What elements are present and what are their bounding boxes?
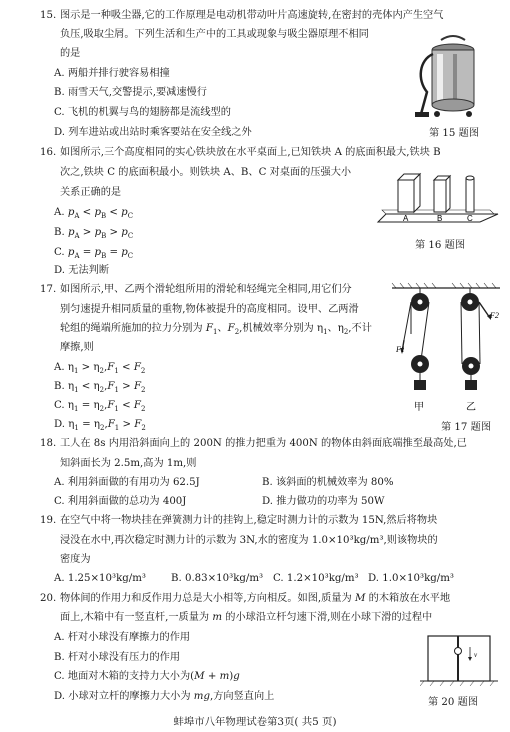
q20-option-d: D. 小球对立杆的摩擦力大小为 mg,方向竖直向上 [54, 691, 275, 702]
q19-option-b: B. 0.83×10³kg/m³ [171, 573, 264, 584]
q17-stem-line-4: 摩擦,则 [60, 342, 94, 353]
q17-option-a: A. $\eta_1 > \eta_2,F_1 < F_2$ [54, 362, 146, 376]
velocity-label: v [474, 651, 478, 659]
q15-stem-line-2: 负压,吸取尘屑。下列生活和生产中的工具或现象与吸尘器原理不相同 [60, 29, 369, 40]
q19-stem-line-1: 在空气中将一物块挂在弹簧测力计的挂钩上,稳定时测力计的示数为 15N,然后将物块 [60, 515, 438, 526]
q20-option-c: C. 地面对木箱的支持力大小为(M + m)g [54, 671, 240, 682]
q17-stem-line-3: 轮组的绳端所施加的拉力分别为 $F_1$、$F_2$,机械效率分别为 $\eta_1$、$\eta_2$,不计 [60, 323, 372, 337]
q15-option-d: D. 列车进站或出站时乘客要站在安全线之外 [54, 127, 252, 138]
q15-option-a: A. 两船并排行驶容易相撞 [54, 68, 170, 79]
q19-option-a: A. 1.25×10³kg/m³ [54, 573, 146, 584]
q18-option-d: D. 推力做功的功率为 50W [262, 496, 385, 507]
q20-stem-line-2: 面上,木箱中有一竖直杆,一质量为 m 的小球沿立杆匀速下滑,则在小球下滑的过程中 [60, 612, 433, 623]
q18-stem-line-2: 知斜面长为 2.5m,高为 1m,则 [60, 458, 197, 469]
q18-option-c: C. 利用斜面做的总功为 400J [54, 496, 187, 507]
group-label-jia: 甲 [414, 402, 424, 413]
q17-option-c: C. $\eta_1 = \eta_2,F_1 < F_2$ [54, 400, 146, 414]
pulley-systems-figure [390, 282, 502, 416]
q20-stem-line-1: 物体间的作用力和反作用力总是大小相等,方向相反。如图,质量为 M 的木箱放在水平地 [60, 593, 451, 604]
q17-stem-line-1: 如图所示,甲、乙两个滑轮组所用的滑轮和轻绳完全相同,用它们分 [60, 284, 352, 295]
q17-stem-line-2: 别匀速提升相同质量的重物,物体被提升的高度相同。设甲、乙两滑 [60, 304, 359, 315]
q16-option-b: B. $p_A > p_B > p_C$ [54, 227, 134, 241]
box-with-rod-figure [420, 633, 500, 691]
q19-stem-line-3: 密度为 [60, 554, 91, 565]
q15-number: 15. [40, 10, 57, 21]
q19-number: 19. [40, 515, 57, 526]
q15-stem-line-1: 图示是一种吸尘器,它的工作原理是电动机带动叶片高速旋转,在密封的壳体内产生空气 [60, 10, 444, 21]
q15-stem-line-3: 的是 [60, 48, 81, 59]
q16-stem-line-2: 次之,铁块 C 的底面积最小。则铁块 A、B、C 对桌面的压强大小 [60, 167, 352, 178]
q16-stem-line-1: 如图所示,三个高度相同的实心铁块放在水平桌面上,已知铁块 A 的底面积最大,铁块 B [60, 147, 441, 158]
force-label-f1: F1 [396, 345, 405, 354]
q18-stem-line-1: 工人在 8s 内用沿斜面向上的 200N 的推力把重为 400N 的物体由斜面底端推至最高处,已 [60, 438, 467, 449]
q19-stem-line-2: 浸没在水中,再次稳定时测力计的示数为 3N,水的密度为 1.0×10³kg/m³,则该物块的 [60, 535, 438, 546]
q18-option-b: B. 该斜面的机械效率为 80% [262, 477, 394, 488]
q17-number: 17. [40, 284, 57, 295]
q16-figure-caption: 第 16 题图 [415, 240, 466, 251]
q18-number: 18. [40, 438, 57, 449]
group-label-yi: 乙 [466, 402, 476, 413]
q15-figure-caption: 第 15 题图 [429, 128, 480, 139]
block-label-a: A [403, 214, 409, 223]
q16-option-a: A. $p_A < p_B < p_C$ [54, 207, 134, 221]
q17-figure-caption: 第 17 题图 [441, 422, 492, 433]
q19-option-c: C. 1.2×10³kg/m³ [273, 573, 359, 584]
q15-option-c: C. 飞机的机翼与鸟的翅膀都是流线型的 [54, 107, 231, 118]
q19-option-d: D. 1.0×10³kg/m³ [368, 573, 454, 584]
page-footer: 蚌埠市八年物理试卷第3页( 共5 页) [173, 716, 337, 728]
q16-option-d: D. 无法判断 [54, 265, 110, 276]
three-iron-blocks-figure [376, 170, 500, 224]
vacuum-cleaner-figure [413, 30, 497, 122]
block-label-c: C [467, 214, 473, 223]
q16-stem-line-3: 关系正确的是 [60, 187, 122, 198]
q16-option-c: C. $p_A = p_B = p_C$ [54, 247, 134, 261]
q17-option-b: B. $\eta_1 < \eta_2,F_1 > F_2$ [54, 381, 146, 395]
q20-figure-caption: 第 20 题图 [428, 697, 479, 708]
q16-number: 16. [40, 147, 57, 158]
q20-option-a: A. 杆对小球没有摩擦力的作用 [54, 632, 191, 643]
block-label-b: B [437, 214, 443, 223]
q17-option-d: D. $\eta_1 = \eta_2,F_1 > F_2$ [54, 419, 146, 433]
q20-option-b: B. 杆对小球没有压力的作用 [54, 652, 181, 663]
force-label-f2: F2 [490, 311, 499, 320]
q15-option-b: B. 雨雪天气,交警提示,要减速慢行 [54, 87, 207, 98]
q20-number: 20. [40, 593, 57, 604]
q18-option-a: A. 利用斜面做的有用功为 62.5J [54, 477, 200, 488]
